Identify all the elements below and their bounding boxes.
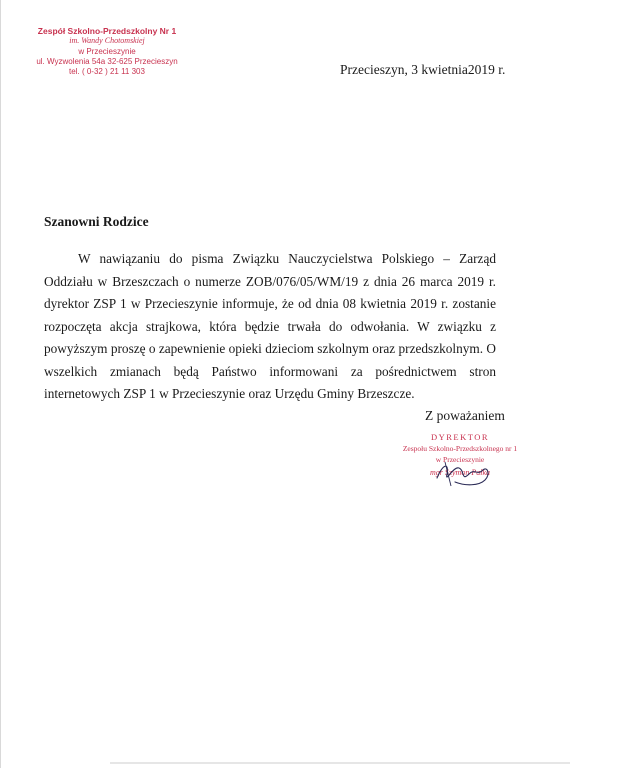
director-locality: w Przecieszynie	[435, 455, 485, 464]
school-stamp	[22, 26, 192, 77]
letter-body: W nawiązaniu do pisma Związku Nauczycielstwa Polskiego – Zarząd Oddziału w Brzeszczach o numerze ZOB/076/05/WM/19 z dnia 26 marca 2019 r. dyrektor ZSP 1 w Przecieszynie informuje, że od dnia 08 kwietnia 2019 r. zostanie rozpoczęta akcja strajkowa, która będzie trwała do odwołania. W związku z powyższym proszę o zapewnienie opieki dzieciom szkolnym oraz przedszkolnym. O wszelkich zmianach będą Państwo informowani za pośrednictwem stron internetowych ZSP 1 w Przecieszynie oraz Urzędu Gminy Brzeszcze.	[44, 251, 496, 401]
scan-bottom-mark	[110, 762, 570, 764]
stamp-locality: w Przecieszynie	[78, 46, 136, 56]
director-school: Zespołu Szkolno-Przedszkolnego nr 1	[402, 444, 518, 453]
closing: Z poważaniem	[425, 408, 505, 423]
salutation: Szanowni Rodzice	[44, 214, 149, 229]
scan-edge-line	[0, 0, 1, 768]
director-name: mgr Szymon Pałka	[430, 468, 490, 477]
stamp-patron: im. Wandy Chotomskiej	[69, 36, 145, 46]
place-date: Przecieszyn, 3 kwietnia2019 r.	[340, 62, 506, 77]
stamp-school-name: Zespół Szkolno-Przedszkolny Nr 1	[37, 26, 177, 36]
handwritten-signature	[425, 456, 505, 496]
stamp-address: ul. Wyzwolenia 54a 32-625 Przecieszyn	[36, 56, 178, 66]
stamp-phone: tel. ( 0-32 ) 21 11 303	[69, 67, 145, 77]
director-title: DYREKTOR	[430, 432, 490, 442]
